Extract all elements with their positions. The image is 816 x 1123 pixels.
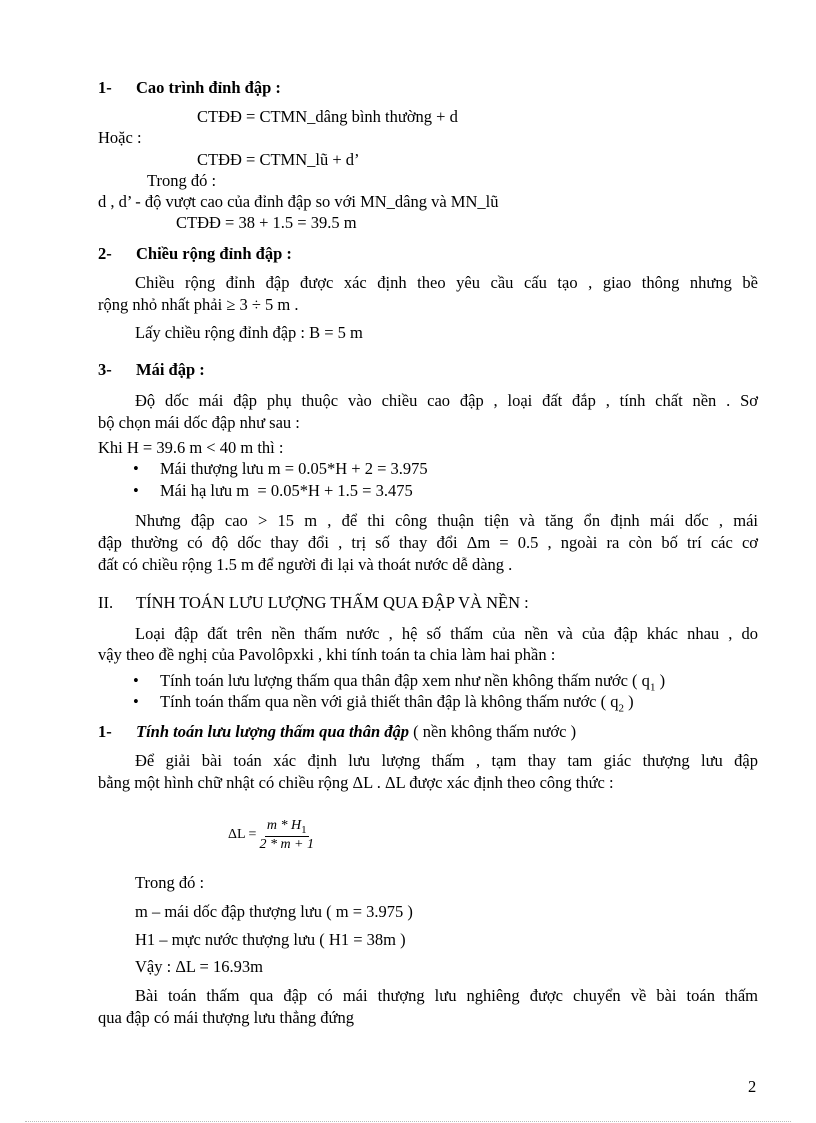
paragraph: bộ chọn mái dốc đập như sau : [98, 413, 300, 432]
text-m-definition: m – mái dốc đập thượng lưu ( m = 3.975 ) [135, 902, 413, 921]
heading-text: Chiều rộng đỉnh đập : [136, 244, 292, 263]
heading-suffix: ( nền không thấm nước ) [409, 722, 577, 741]
delta-l-formula [228, 818, 314, 853]
text-or: Hoặc : [98, 128, 142, 147]
heading-text: Tính toán lưu lượng thấm qua thân đập [136, 722, 410, 741]
heading-number: 3- [98, 360, 112, 379]
page-number: 2 [748, 1077, 757, 1096]
paragraph: Lấy chiều rộng đỉnh đập : B = 5 m [135, 323, 363, 342]
formula-denominator: 2 * m + 1 [259, 836, 314, 852]
formula-lhs: ΔL = [228, 827, 257, 843]
paragraph: Nhưng đập cao > 15 m , để thi công thuận tiện và tăng ổn định mái dốc , mái [135, 511, 758, 530]
heading-number: 1- [98, 78, 112, 97]
list-item-text: Mái thượng lưu m = 0.05*H + 2 = 3.975 [160, 459, 428, 478]
text-result: CTĐĐ = 38 + 1.5 = 39.5 m [176, 213, 357, 232]
formula-normal: CTĐĐ = CTMN_dâng bình thường + d [197, 107, 458, 126]
formula-flood: CTĐĐ = CTMN_lũ + d’ [197, 150, 360, 169]
heading-number: 1- [98, 722, 112, 741]
heading-text: TÍNH TOÁN LƯU LƯỢNG THẤM QUA ĐẬP VÀ NỀN : [136, 593, 529, 612]
paragraph: đất có chiều rộng 1.5 m để người đi lại và thoát nước dễ dàng . [98, 555, 513, 574]
subscript: 1 [301, 823, 307, 836]
heading-body-seepage [98, 722, 576, 742]
paragraph: rộng nhỏ nhất phải ≥ 3 ÷ 5 m . [98, 295, 299, 314]
list-item-text: Tính toán thấm qua nền với giả thiết thân đập là không thấm nước ( q [160, 692, 619, 711]
paragraph: qua đập có mái thượng lưu thẳng đứng [98, 1008, 354, 1027]
formula-numerator: m * H [266, 818, 302, 833]
heading-crest-elevation [98, 78, 281, 98]
text-where: Trong đó : [147, 171, 217, 190]
heading-number: II. [98, 593, 114, 612]
paragraph: Độ dốc mái đập phụ thuộc vào chiều cao đập , loại đất đắp , tính chất nền . Sơ [135, 391, 758, 410]
text-h1-definition: H1 – mực nước thượng lưu ( H1 = 38m ) [135, 930, 406, 949]
heading-text: Cao trình đỉnh đập : [136, 78, 281, 97]
paragraph: đập thường có độ dốc thay đổi , trị số thay đổi Δm = 0.5 , ngoài ra còn bố trí các cơ [98, 533, 758, 552]
bullet-icon: • [133, 481, 139, 500]
heading-seepage [98, 593, 529, 613]
bullet-icon: • [133, 671, 139, 690]
paragraph: Loại đập đất trên nền thấm nước , hệ số thấm của nền và của đập khác nhau , do [135, 624, 758, 643]
heading-number: 2- [98, 244, 112, 263]
heading-crest-width [98, 244, 292, 264]
paragraph: bằng một hình chữ nhật có chiều rộng ΔL . ΔL được xác định theo công thức : [98, 773, 614, 792]
subscript: 1 [649, 681, 656, 694]
text-definition: d , d’ - độ vượt cao của đỉnh đập so với MN_dâng và MN_lũ [98, 192, 499, 211]
paragraph: Chiều rộng đỉnh đập được xác định theo yêu cầu cấu tạo , giao thông nhưng bề [135, 273, 758, 292]
paragraph: vậy theo đề nghị của Pavolôpxki , khi tính toán ta chia làm hai phần : [98, 645, 556, 664]
text-where: Trong đó : [135, 873, 205, 892]
page-border [25, 1121, 791, 1122]
paragraph: Để giải bài toán xác định lưu lượng thấm , tạm thay tam giác thượng lưu đập [135, 751, 758, 770]
list-item-text: Tính toán lưu lượng thấm qua thân đập xem như nền không thấm nước ( q [160, 671, 650, 690]
bullet-icon: • [133, 459, 139, 478]
paragraph: Khi H = 39.6 m < 40 m thì : [98, 438, 284, 457]
text-result: Vậy : ΔL = 16.93m [135, 957, 263, 976]
list-item-text: Mái hạ lưu m = 0.05*H + 1.5 = 3.475 [160, 481, 413, 500]
heading-slope [98, 360, 205, 380]
bullet-icon: • [133, 692, 139, 711]
list-item-text: ) [655, 671, 666, 690]
paragraph: Bài toán thấm qua đập có mái thượng lưu nghiêng được chuyển về bài toán thấm [135, 986, 758, 1005]
list-item-text: ) [624, 692, 634, 711]
subscript: 2 [618, 702, 624, 715]
heading-text: Mái đập : [136, 360, 205, 379]
